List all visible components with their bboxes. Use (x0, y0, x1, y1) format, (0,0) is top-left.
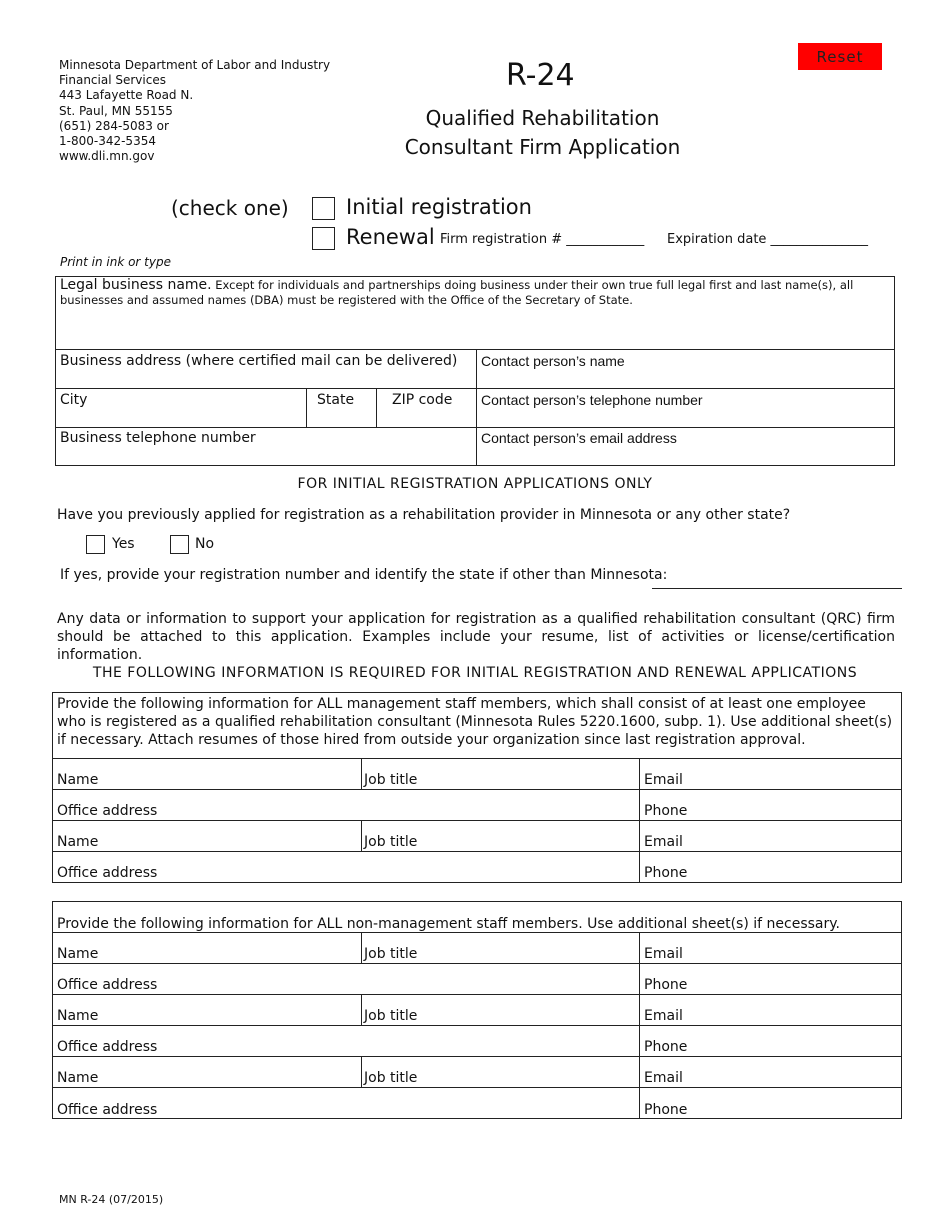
initial-registration-checkbox[interactable] (312, 197, 335, 220)
management-name-field[interactable] (53, 759, 361, 789)
form-number: R-24 (506, 58, 575, 93)
staff-name-label: Name (57, 772, 99, 788)
form-title-line2: Consultant Firm Application (404, 135, 681, 159)
staff-office-address-label: Office address (57, 977, 158, 993)
legal-business-name-note: Except for individuals and partnerships doing business under their own true full legal first and last name(s), all businesses and assumed names (DBA) must be registered with the Office of the Secretary of State. (60, 278, 854, 307)
staff-job-title-label: Job title (364, 1008, 418, 1024)
required-section-heading: THE FOLLOWING INFORMATION IS REQUIRED FOR INITIAL REGISTRATION AND RENEWAL APPLICATIONS (92, 665, 858, 681)
staff-office-address-label: Office address (57, 1102, 158, 1118)
staff-phone-label: Phone (644, 977, 688, 993)
previously-applied-no-checkbox[interactable] (170, 535, 189, 554)
staff-name-label: Name (57, 1070, 99, 1086)
staff-office-address-label: Office address (57, 865, 158, 881)
agency-tollfree: 1-800-342-5354 (59, 134, 156, 149)
initial-registration-label: Initial registration (346, 195, 532, 219)
staff-job-title-label: Job title (364, 772, 418, 788)
legal-business-name-label-group (60, 278, 890, 308)
business-phone-label: Business telephone number (60, 430, 256, 446)
staff-name-label: Name (57, 946, 99, 962)
no-label: No (195, 536, 215, 552)
staff-name-label: Name (57, 1008, 99, 1024)
staff-phone-label: Phone (644, 1102, 688, 1118)
staff-name-field[interactable] (53, 933, 361, 963)
previously-applied-question: Have you previously applied for registration as a rehabilitation provider in Minnesota or any other state? (57, 507, 791, 523)
staff-phone-label: Phone (644, 865, 688, 881)
form-footer: MN R-24 (07/2015) (59, 1193, 164, 1206)
staff-office-address-label: Office address (57, 1039, 158, 1055)
staff-email-label: Email (644, 772, 683, 788)
if-yes-label: If yes, provide your registration number and identify the state if other than Minnesota: (60, 567, 668, 583)
business-address-label: Business address (where certified mail can be delivered) (60, 353, 458, 369)
contact-phone-label: Contact person’s telephone number (481, 392, 703, 408)
staff-job-title-label: Job title (364, 834, 418, 850)
staff-email-label: Email (644, 1070, 683, 1086)
expiration-date-field[interactable]: Expiration date _______________ (667, 232, 869, 247)
staff-email-label: Email (644, 834, 683, 850)
city-label: City (60, 392, 88, 408)
management-instructions: Provide the following information for ALL management staff members, which shall consist of at least one employee who is registered as a qualified rehabilitation consultant (Minnesota Rules 5220.1600, subp. 1). Use additional sheet(s) if necessary. Attach resumes of those hired from outside your organization since last registration approval. (57, 696, 893, 748)
initial-section-heading: FOR INITIAL REGISTRATION APPLICATIONS ONLY (297, 476, 653, 492)
staff-email-label: Email (644, 1008, 683, 1024)
nonmanagement-instructions: Provide the following information for ALL non-management staff members. Use additional sheet(s) if necessary. (57, 916, 840, 932)
management-name-field[interactable] (53, 821, 361, 851)
agency-website: www.dli.mn.gov (59, 149, 155, 164)
staff-name-label: Name (57, 834, 99, 850)
agency-name: Minnesota Department of Labor and Industry (59, 58, 331, 72)
staff-job-title-label: Job title (364, 1070, 418, 1086)
staff-name-field[interactable] (53, 1057, 361, 1087)
staff-name-field[interactable] (53, 995, 361, 1025)
agency-division: Financial Services (59, 73, 166, 88)
firm-registration-number-field[interactable]: Firm registration # ____________ (440, 232, 645, 247)
check-one-label: (check one) (171, 196, 289, 220)
contact-email-label: Contact person’s email address (481, 430, 677, 446)
renewal-label: Renewal (346, 225, 435, 249)
staff-email-label: Email (644, 946, 683, 962)
city-field[interactable] (56, 389, 306, 427)
staff-phone-label: Phone (644, 1039, 688, 1055)
form-title-line1: Qualified Rehabilitation (425, 106, 660, 130)
agency-block (59, 58, 330, 164)
staff-office-address-label: Office address (57, 803, 158, 819)
reset-button[interactable]: Reset (798, 43, 882, 70)
agency-street: 443 Lafayette Road N. (59, 88, 194, 103)
support-text: Any data or information to support your application for registration as a qualified rehabilitation consultant (QRC) firm should be attached to this application. Examples include your resume, list of activities or license/certification information. (57, 611, 895, 663)
state-label: State (317, 392, 355, 408)
previously-applied-yes-checkbox[interactable] (86, 535, 105, 554)
zip-code-label: ZIP code (392, 392, 453, 408)
legal-business-name-label: Legal business name. (60, 277, 212, 293)
contact-name-label: Contact person’s name (481, 353, 625, 369)
registration-number-state-field[interactable] (652, 588, 902, 589)
staff-job-title-label: Job title (364, 946, 418, 962)
agency-city: St. Paul, MN 55155 (59, 103, 173, 118)
yes-label: Yes (112, 536, 135, 552)
form-title (390, 104, 695, 162)
print-note: Print in ink or type (60, 255, 171, 269)
renewal-checkbox[interactable] (312, 227, 335, 250)
staff-phone-label: Phone (644, 803, 688, 819)
agency-phone: (651) 284-5083 or (59, 118, 169, 133)
